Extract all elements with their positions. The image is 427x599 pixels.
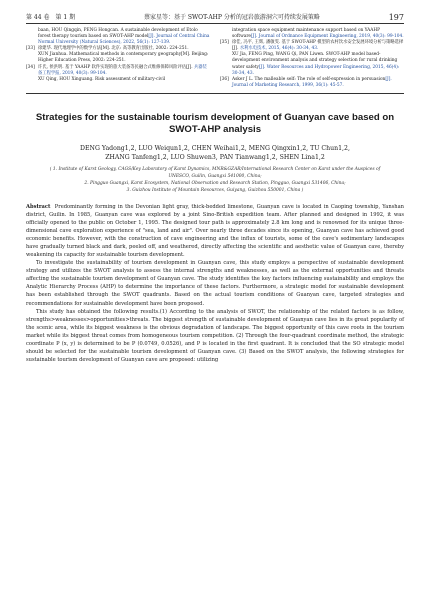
reference-entry: [34] 许氏, 侯洪明. 基于 YAAHP 软件实现的旅大装备等民融合式维修保障风险评估[J]. 兵器装备工程学报, 2019, 40(3): 99-104. — [26, 64, 207, 76]
abstract-body — [26, 203, 404, 364]
author-list: DENG Yadong1,2, LUO Weiqun1,2, CHEN Weihai1,2, MENG Qingxin1,2, TU Chun1,2, ZHANG Tanfeng1,2, LUO Shuwen3, PAN Tianwang1,2, SHEN Lina1,2 — [80, 144, 350, 161]
reference-journal-link[interactable]: [J]. Water Resources and Hydropower Engineering, 2015, 46(4): 30-34, 43. — [232, 64, 400, 76]
reference-entry: XUN Jianhua. Mathematical methods in contemporary geography[M]. Beijing: Higher Education Press, 2002: 224-251. — [38, 52, 209, 64]
reference-column-right — [220, 28, 404, 89]
reference-list — [26, 28, 404, 89]
abstract-label: Abstract — [26, 203, 51, 210]
reference-entry: baan, HOU Qingqin, PENG Hongcan. A sustainable development of Etolo forest therapy tourism based on SWOT-AHP model[J]. Journal of Central China Normal University (Natural Sciences), 2022, 56(1): 127-139. — [38, 28, 210, 46]
reference-journal-link[interactable]: [J]. Journal of Marketing Research, 1999, 36(1): 45-57. — [232, 76, 392, 88]
page-number: 197 — [388, 13, 404, 22]
affiliations: ( 1. Institute of Karst Geology, CAGS/Key Laboratory of Karst Dynamics, MNR&GZAR/International Research Center on Karst under the Auspices of UNESCO, Guilin, Guangxi 541000, China; 2. Pingguo Guangxi, Karst Ecosystem, National Observation and Research Station, Pingguo, Guangxi 531406, China; 3. Guizhou Institute of Mountain Resources, Guiyang, Guizhou 550001, China ) — [49, 166, 381, 193]
reference-entry: XU Qing, HOU Xinguang. Risk assessment of military-civil — [38, 76, 166, 82]
section-divider — [26, 93, 404, 94]
body-paragraph: This study has obtained the following results.(1) According to the analysis of SWOT, the relationship of the related factors is as follow, strengths>weaknesses>opportunities>threats. The biggest strength of sustainable development of Guanyan cave lies in its great popularity of the scenic area, while its biggest weakness is the obvious degradation of landscape. The biggest opportunity of this cave roots in the tourism market while its biggest threat comes from homogeneous tourism competition. (2) Through the four-quadrant coordinate method, the strategic coordinate P (x, y) is determined to be P (0.0749, 0.0526), and P is located in the first quadrant. It is concluded that the SO strategic model should be selected for the sustainable tourism development of Guanyan cave. (3) Based on the SWOT analysis, the following strategies for sustainable tourism development of Guanyan cave are proposed: utilizing — [26, 308, 404, 363]
body-paragraph: To investigate the sustainability of tourism development in Guanyan cave, this study employs a perspective of sustainable development strategy and utilizes the SWOT analysis to assess the internal strengths and weaknesses, as well as the external opportunities and threats affecting the sustainable tourism development of Guanyan cave. The study identifies the key factors influencing sustainability and employs the Analytic Hierarchy Process (AHP) to determine the importance of these factors. Furthermore, a strategic model for sustainable development has been established through the SWOT quadrants. Based on the actual tourism conditions of Guanyan cave, targeted strategies and recommendations for sustainable development have been proposed. — [26, 260, 404, 307]
reference-entry: [33] 徐建华. 现代地理学中的数学方法[M]. 北京: 高等教育出版社, 2002: 224-251. — [26, 46, 189, 52]
reference-entry: [36] Asker J L. The malleable self: The role of self-expression in persuasion[J]. Journal of Marketing Research, 1999, 36(1): 45-57. — [220, 76, 392, 88]
reference-entry: XU Jia, FENG Ping, WANG Qi, PAN Liwen. SWOT-AHP model based-development environment analysis and strategy selection for rural drinking water safety[J]. Water Resources and Hydropower Engineering, 2015, 46(4): 30-34, 43. — [232, 52, 400, 76]
reference-column-left — [26, 28, 210, 89]
reference-entry: integration space equipment maintenance support based on YAAHP software[J]. Journal of Ordnance Equipment Engineering, 2019, 40(3): 99-104. — [232, 28, 404, 40]
paper-title: Strategies for the sustainable tourism development of Guanyan cave based on SWOT-AHP analysis — [35, 111, 395, 135]
reference-journal-link[interactable]: [J]. Journal of Central China Normal University (Natural Sciences), 2022, 56(1): 127-139. — [38, 34, 210, 46]
issue-label: 第 44 卷 第 1 期 — [26, 14, 76, 21]
reference-entry: [35] 徐佳, 冯平, 王辉, 潘敏雯. 基于 SWOT-AHP 模型的农村饮水安全发展环境分析与策略选择[J]. 水利水电技术, 2015, 46(4): 30-34, 43. — [220, 40, 404, 52]
journal-page — [26, 14, 404, 364]
running-title: 蔡家星等：基于 SWOT-AHP 分析的冠岩旅游洞穴可持续发展策略 — [143, 14, 320, 21]
reference-journal-link[interactable]: 兵器装备工程学报, 2019, 40(3): 99-104. — [38, 64, 207, 76]
abstract-paragraph: Abstract Predominantly forming in the Devonian light gray, thick-bedded limestone, Guanyan cave is located in Caoping township, Yanshan district, Guilin. In 1985, Guanyan cave was explored by a joint Sino-British expedition team. After planned and designed in 1992, it was officially opened to the public on October 1, 1995. The designed tour path is approximately 2.8 km long and is renowned for its unique three-dimensional cave exploration experience of "sea, land and air". Over nearly three decades since its opening, Guanyan cave has achieved good economic benefits. However, with the construction of cave engineering and the influx of tourists, some of the cave's sedimentary landscapes have gradually turned black and dark, peeled off, and weathered, directly affecting the scientific and aesthetic value of Guanyan cave, thereby weakening its capacity for sustainable tourism development. — [26, 203, 404, 259]
reference-journal-link[interactable]: 水利水电技术, 2015, 46(4): 30-34, 43. — [238, 46, 319, 52]
reference-journal-link[interactable]: [J]. Journal of Ordnance Equipment Engineering, 2019, 40(3): 99-104. — [250, 34, 404, 40]
running-header — [26, 14, 404, 24]
